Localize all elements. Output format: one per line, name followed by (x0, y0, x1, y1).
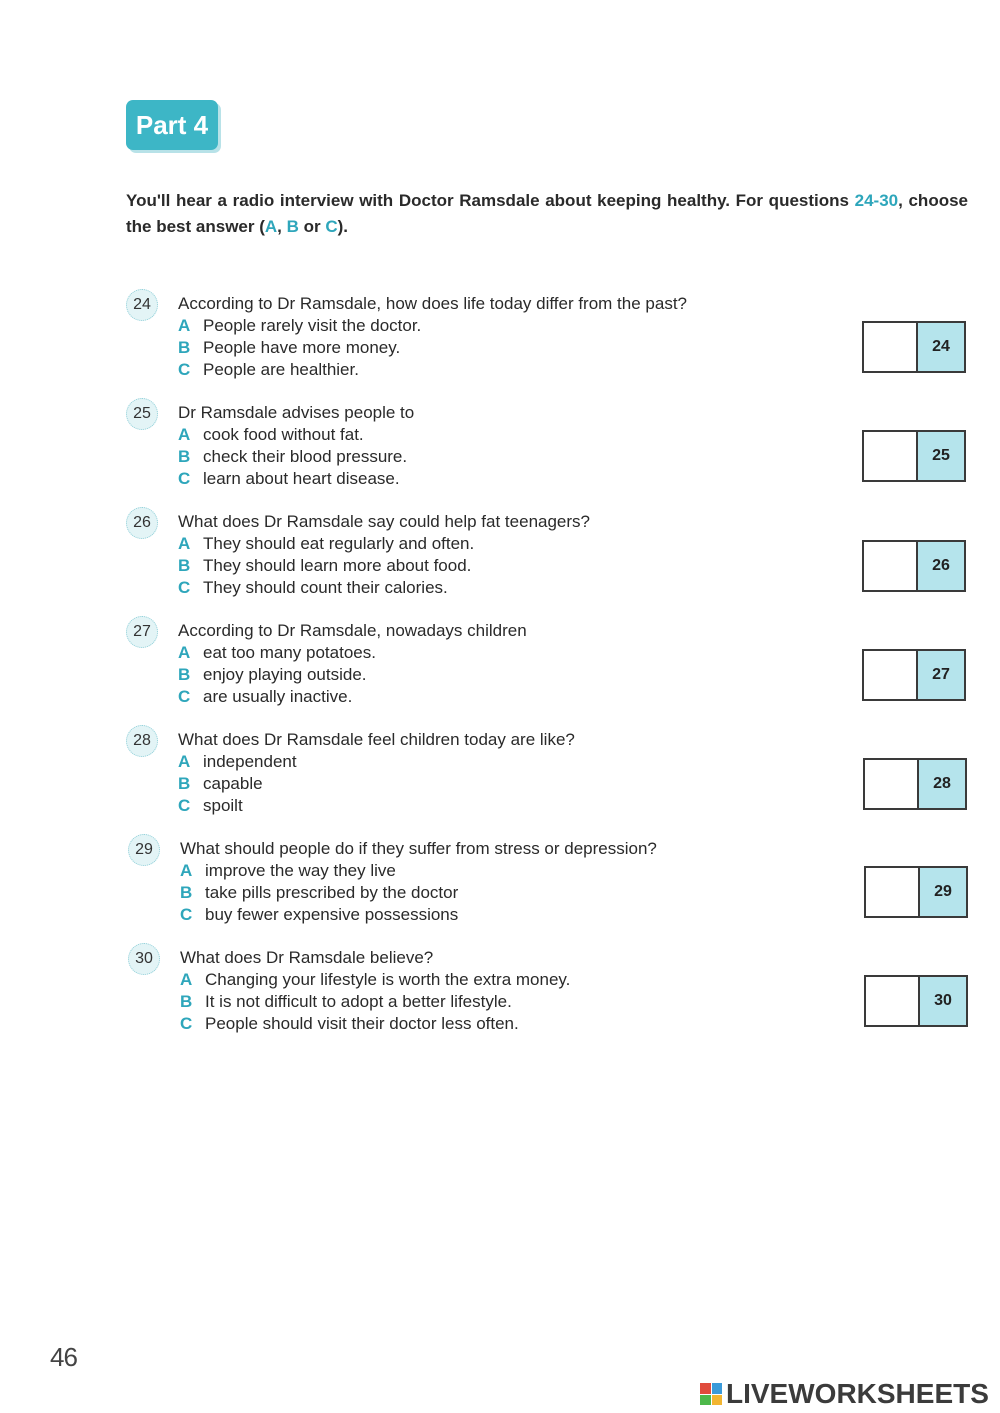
option-a: A independent (178, 752, 297, 771)
option-c: C People should visit their doctor less often. (180, 1014, 519, 1033)
question-29 (128, 838, 848, 926)
question-number: 27 (126, 616, 158, 648)
question-26 (126, 511, 846, 599)
question-24 (126, 293, 846, 381)
part-badge: Part 4 (126, 100, 218, 150)
answer-box-number: 29 (920, 868, 966, 916)
liveworksheets-logo (700, 1378, 989, 1410)
answer-box-28 (863, 758, 967, 810)
option-a: A eat too many potatoes. (178, 643, 376, 662)
question-25 (126, 402, 846, 490)
question-28 (126, 729, 846, 817)
answer-box-number: 28 (919, 760, 965, 808)
answer-box-24 (862, 321, 966, 373)
answer-input[interactable] (864, 323, 918, 371)
option-c: C learn about heart disease. (178, 469, 400, 488)
question-number: 24 (126, 289, 158, 321)
question-number: 26 (126, 507, 158, 539)
option-a: A Changing your lifestyle is worth the extra money. (180, 970, 571, 989)
option-b: B enjoy playing outside. (178, 665, 367, 684)
question-number: 28 (126, 725, 158, 757)
option-b: B It is not difficult to adopt a better lifestyle. (180, 992, 512, 1011)
question-text: What should people do if they suffer from stress or depression? (180, 839, 657, 858)
question-27 (126, 620, 846, 708)
answer-box-29 (864, 866, 968, 918)
brand-name: LIVEWORKSHEETS (726, 1378, 989, 1409)
option-c: C People are healthier. (178, 360, 359, 379)
liveworksheets-icon (700, 1383, 722, 1405)
answer-box-number: 27 (918, 651, 964, 699)
answer-box-26 (862, 540, 966, 592)
instructions-text: You'll hear a radio interview with Doctor Ramsdale about keeping healthy. For questions (126, 191, 855, 210)
question-30 (128, 947, 848, 1035)
question-text: According to Dr Ramsdale, nowadays children (178, 621, 527, 640)
question-text: Dr Ramsdale advises people to (178, 403, 415, 422)
question-number: 25 (126, 398, 158, 430)
option-b: B capable (178, 774, 263, 793)
option-b: B take pills prescribed by the doctor (180, 883, 459, 902)
answer-box-27 (862, 649, 966, 701)
option-a: A People rarely visit the doctor. (178, 316, 422, 335)
answer-box-number: 26 (918, 542, 964, 590)
question-text: According to Dr Ramsdale, how does life today differ from the past? (178, 294, 687, 313)
answer-box-number: 30 (920, 977, 966, 1025)
instructions: You'll hear a radio interview with Doctor Ramsdale about keeping healthy. For questions 24-30, choose the best answer (A, B or C). (126, 191, 968, 236)
answer-box-25 (862, 430, 966, 482)
answer-input[interactable] (866, 868, 920, 916)
option-c: C buy fewer expensive possessions (180, 905, 459, 924)
question-range: 24-30 (854, 191, 899, 210)
option-a: A They should eat regularly and often. (178, 534, 475, 553)
option-b: B check their blood pressure. (178, 447, 408, 466)
question-text: What does Dr Ramsdale say could help fat teenagers? (178, 512, 591, 531)
option-c: C are usually inactive. (178, 687, 353, 706)
answer-box-number: 24 (918, 323, 964, 371)
option-a: A cook food without fat. (178, 425, 364, 444)
answer-input[interactable] (864, 432, 918, 480)
option-c: C They should count their calories. (178, 578, 448, 597)
answer-input[interactable] (866, 977, 920, 1025)
page-number: 46 (50, 1342, 77, 1372)
option-b: B People have more money. (178, 338, 401, 357)
question-number: 29 (128, 834, 160, 866)
question-text: What does Dr Ramsdale feel children today are like? (178, 730, 575, 749)
option-c: C spoilt (178, 796, 243, 815)
answer-input[interactable] (864, 651, 918, 699)
answer-input[interactable] (865, 760, 919, 808)
answer-box-30 (864, 975, 968, 1027)
answer-input[interactable] (864, 542, 918, 590)
option-b: B They should learn more about food. (178, 556, 472, 575)
question-text: What does Dr Ramsdale believe? (180, 948, 434, 967)
answer-box-number: 25 (918, 432, 964, 480)
option-a: A improve the way they live (180, 861, 396, 880)
question-number: 30 (128, 943, 160, 975)
